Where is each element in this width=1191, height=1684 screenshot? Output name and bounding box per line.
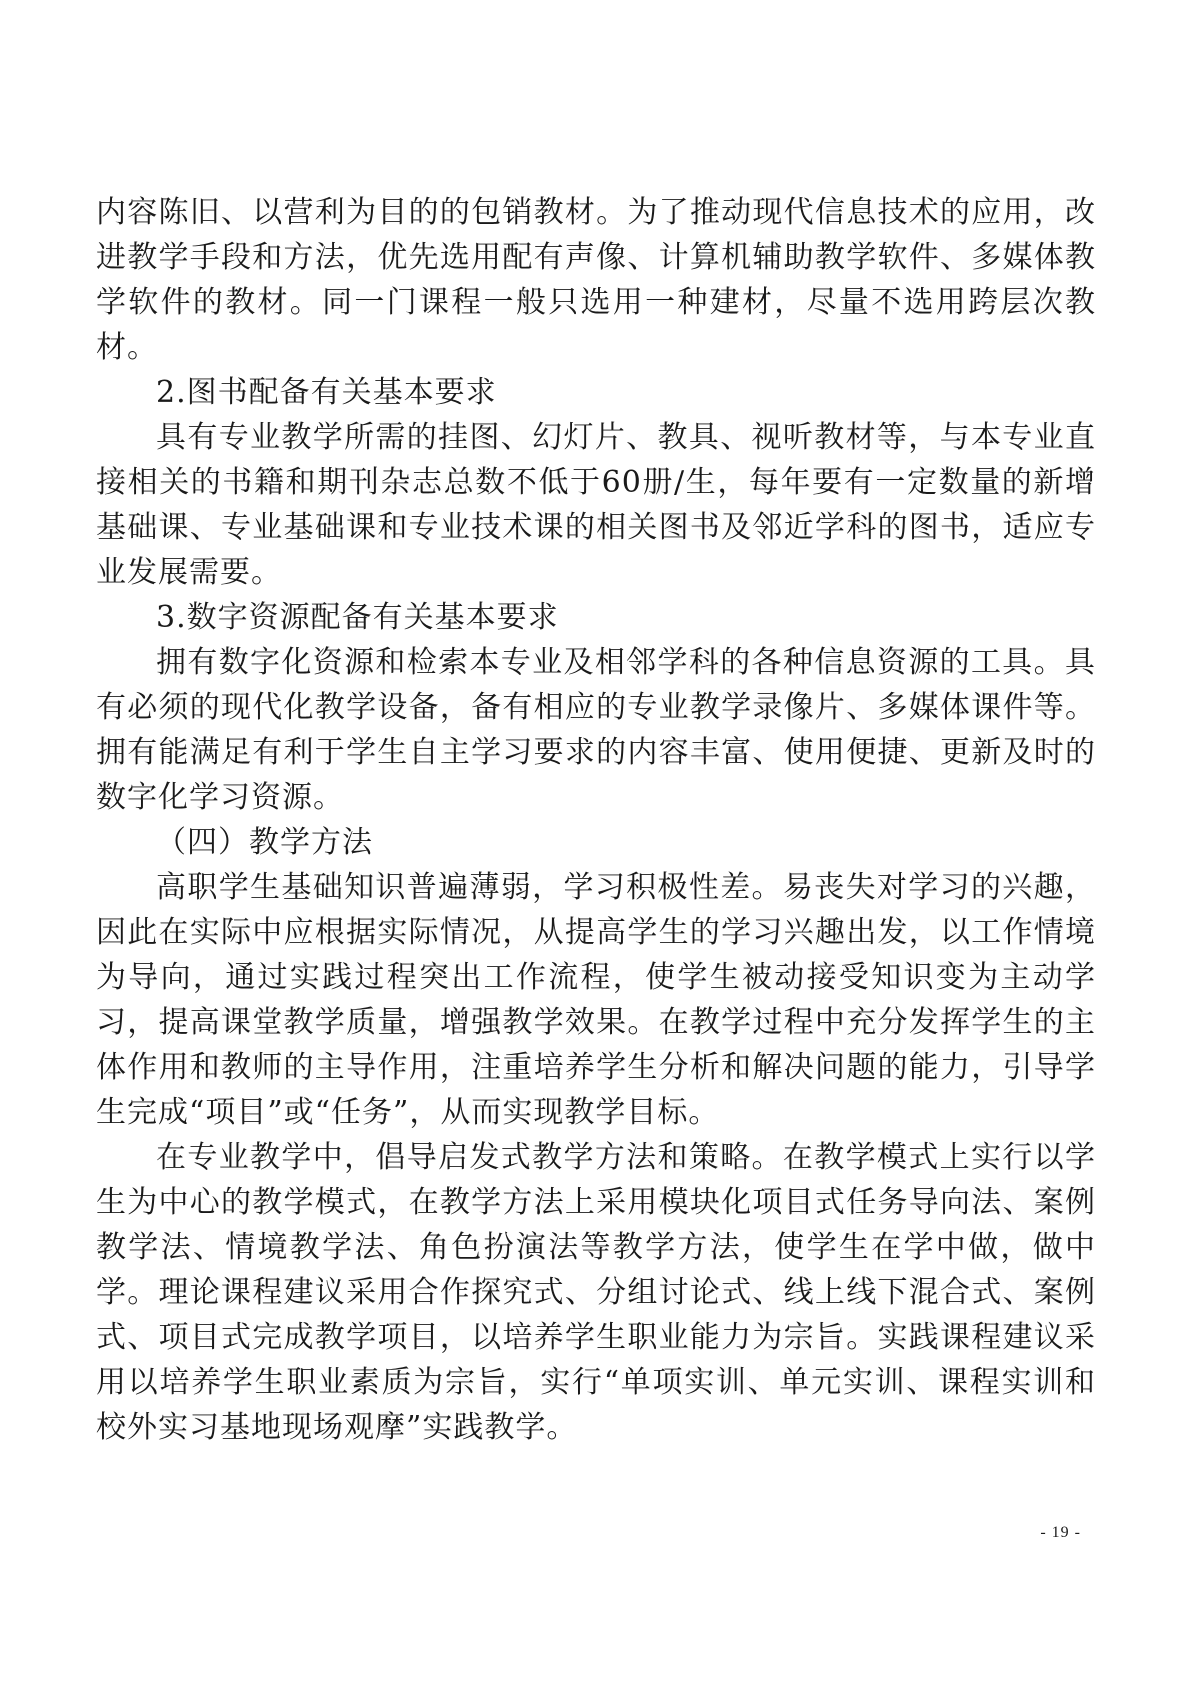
paragraph-teaching-methods-2: 在专业教学中，倡导启发式教学方法和策略。在教学模式上实行以学生为中心的教学模式，在教学方法上采用模块化项目式任务导向法、案例教学法、情境教学法、角色扮演法等教学方法，使学生在学中做，做中学。理论课程建议采用合作探究式、分组讨论式、线上线下混合式、案例式、项目式完成教学项目，以培养学生职业能力为宗旨。实践课程建议采用以培养学生职业素质为宗旨，实行“单项实训、单元实训、课程实训和校外实习基地现场观摩”实践教学。 [96,1140,1096,1445]
document-body [96,190,1096,1450]
heading-teaching-methods: （四）教学方法 [156,825,373,860]
paragraph-book-requirements: 具有专业教学所需的挂图、幻灯片、教具、视听教材等，与本专业直接相关的书籍和期刊杂志总数不低于60册/生，每年要有一定数量的新增基础课、专业基础课和专业技术课的相关图书及邻近学科的图书，适应专业发展需要。 [96,420,1096,590]
heading-book-requirements: 2.图书配备有关基本要求 [156,375,497,410]
heading-digital-resources: 3.数字资源配备有关基本要求 [156,600,559,635]
page-number: - 19 - [1040,1524,1081,1541]
paragraph-digital-resources: 拥有数字化资源和检索本专业及相邻学科的各种信息资源的工具。具有必须的现代化教学设备，备有相应的专业教学录像片、多媒体课件等。拥有能满足有利于学生自主学习要求的内容丰富、使用便捷、更新及时的数字化学习资源。 [96,645,1096,815]
paragraph-textbook-selection: 内容陈旧、以营利为目的的包销教材。为了推动现代信息技术的应用，改进教学手段和方法，优先选用配有声像、计算机辅助教学软件、多媒体教学软件的教材。同一门课程一般只选用一种建材，尽量不选用跨层次教材。 [96,195,1096,365]
paragraph-teaching-methods-1: 高职学生基础知识普遍薄弱，学习积极性差。易丧失对学习的兴趣，因此在实际中应根据实际情况，从提高学生的学习兴趣出发，以工作情境为导向，通过实践过程突出工作流程，使学生被动接受知识变为主动学习，提高课堂教学质量，增强教学效果。在教学过程中充分发挥学生的主体作用和教师的主导作用，注重培养学生分析和解决问题的能力，引导学生完成“项目”或“任务”，从而实现教学目标。 [96,870,1096,1130]
